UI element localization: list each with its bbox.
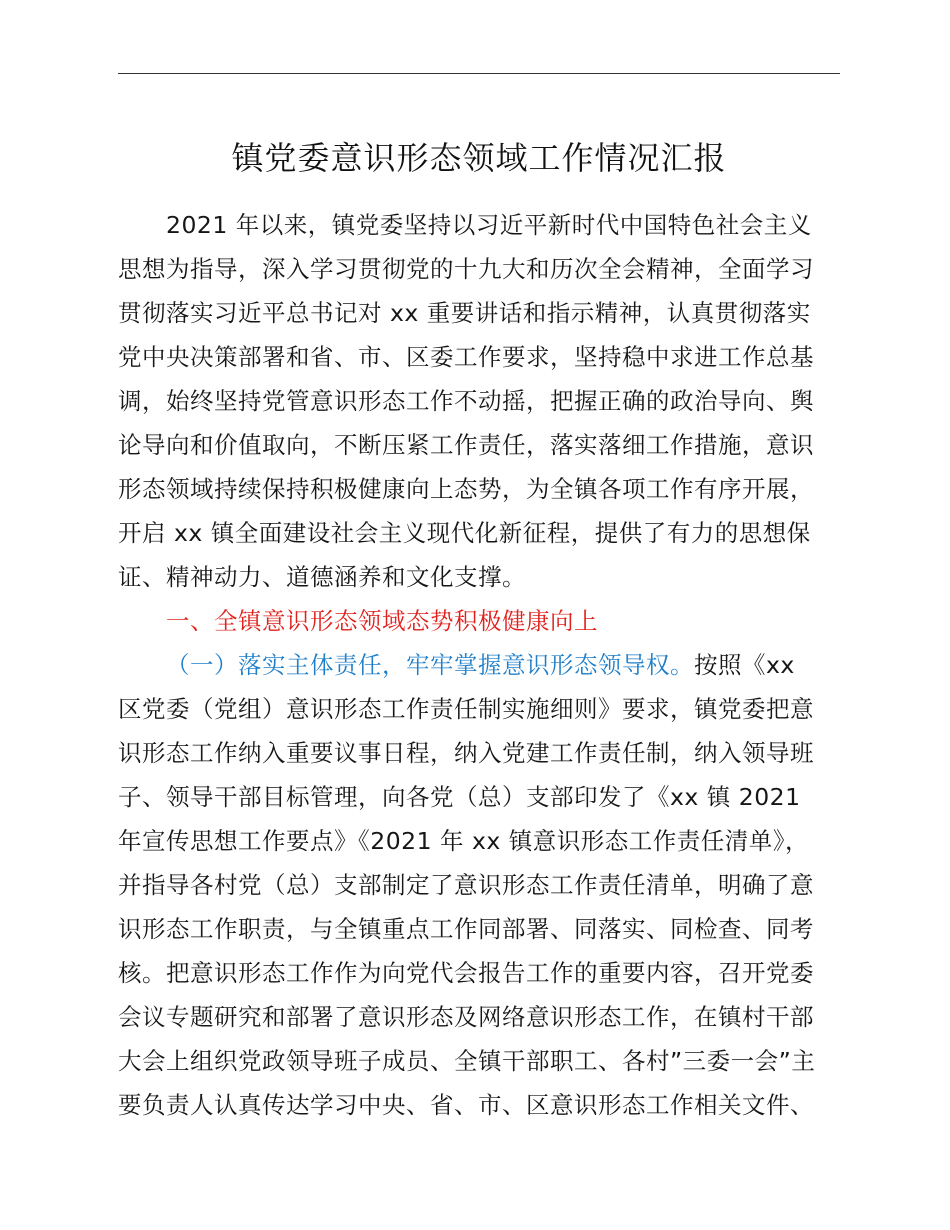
- paragraph-line: 大会上组织党政领导班子成员、全镇干部职工、各村”三委一会”主: [118, 1047, 816, 1075]
- paragraph-line: 党中央决策部署和省、市、区委工作要求，坚持稳中求进工作总基: [118, 343, 814, 371]
- paragraph-line: 子、领导干部目标管理，向各党（总）支部印发了《xx 镇 2021: [118, 783, 801, 811]
- paragraph-line: 开启 xx 镇全面建设社会主义现代化新征程，提供了有力的思想保: [118, 519, 811, 547]
- section-heading: 一、全镇意识形态领域态势积极健康向上: [166, 607, 598, 635]
- subsection-first-line: [118, 643, 840, 687]
- paragraph-line: 要负责人认真传达学习中央、省、市、区意识形态工作相关文件、: [118, 1091, 814, 1119]
- paragraph-line: 识形态工作纳入重要议事日程，纳入党建工作责任制，纳入领导班: [118, 739, 814, 767]
- subsection-first-line-text: 按照《xx: [694, 651, 795, 679]
- header-rule: [118, 73, 840, 74]
- paragraph-line: 识形态工作职责，与全镇重点工作同部署、同落实、同检查、同考: [118, 915, 814, 943]
- paragraph-line: 年宣传思想工作要点》《2021 年 xx 镇意识形态工作责任清单》，: [118, 827, 810, 855]
- paragraph-line: 调，始终坚持党管意识形态工作不动摇，把握正确的政治导向、舆: [118, 387, 814, 415]
- paragraph-line: 形态领域持续保持积极健康向上态势，为全镇各项工作有序开展，: [118, 475, 814, 503]
- subsection-heading: （一）落实主体责任，牢牢掌握意识形态领导权。: [166, 651, 694, 679]
- document-title: 镇党委意识形态领域工作情况汇报: [231, 139, 727, 177]
- paragraph-line: 会议专题研究和部署了意识形态及网络意识形态工作，在镇村干部: [118, 1003, 814, 1031]
- document-body: [118, 203, 840, 1127]
- paragraph-line: 贯彻落实习近平总书记对 xx 重要讲话和指示精神，认真贯彻落实: [118, 299, 811, 327]
- paragraph-line: 思想为指导，深入学习贯彻党的十九大和历次全会精神，全面学习: [118, 255, 814, 283]
- paragraph-line: 并指导各村党（总）支部制定了意识形态工作责任清单，明确了意: [118, 871, 814, 899]
- paragraph-line: 区党委（党组）意识形态工作责任制实施细则》要求，镇党委把意: [118, 695, 814, 723]
- paragraph-line: 核。把意识形态工作作为向党代会报告工作的重要内容，召开党委: [118, 959, 814, 987]
- paragraph-line: 证、精神动力、道德涵养和文化支撑。: [118, 563, 526, 591]
- paragraph-line: 2021 年以来，镇党委坚持以习近平新时代中国特色社会主义: [166, 211, 812, 239]
- paragraph-line: 论导向和价值取向，不断压紧工作责任，落实落细工作措施，意识: [118, 431, 814, 459]
